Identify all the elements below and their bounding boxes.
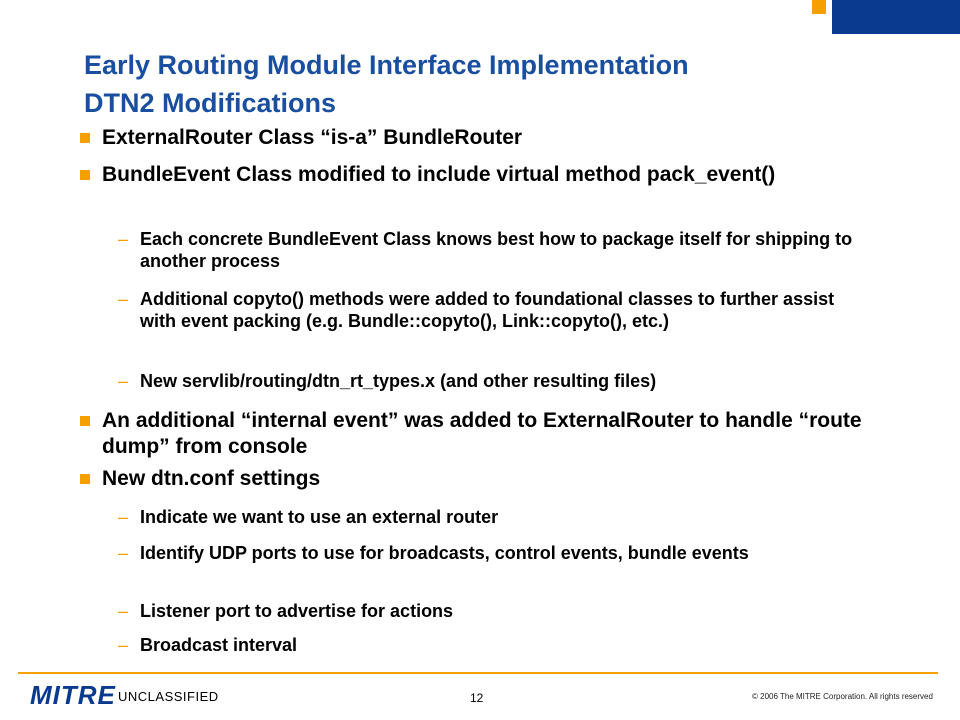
classification-label: UNCLASSIFIED [118,689,219,704]
title-line-2: DTN2 Modifications [84,88,337,118]
mitre-logo [30,680,116,711]
page-number: 12 [470,691,484,705]
bullet-item: ExternalRouter Class “is-a” BundleRouter [102,125,862,151]
sub-bullet-item: – Listener port to advertise for actions [140,600,860,622]
footer-divider [18,672,938,674]
sub-bullet-item: – Each concrete BundleEvent Class knows best how to package itself for shipping to another process [140,228,860,272]
bullet-item: New dtn.conf settings [102,466,862,492]
bullet-item: An additional “internal event” was added to ExternalRouter to handle “route dump” from console [102,409,862,458]
sub-bullet-item: – Additional copyto() methods were added to foundational classes to further assist with event packing (e.g. Bundle::copyto(), Link::copyto(), etc.) [140,288,860,332]
copyright-notice: © 2006 The MITRE Corporation. All rights reserved [752,692,933,701]
title-line-1: Early Routing Module Interface Implementation [84,50,689,80]
logo-text: MITRE [30,680,116,710]
sub-bullet-item: – Broadcast interval [140,634,860,656]
sub-bullet-item: – Identify UDP ports to use for broadcasts, control events, bundle events [140,542,860,564]
bullet-item: BundleEvent Class modified to include virtual method pack_event() [102,162,862,188]
sub-bullet-item: – Indicate we want to use an external router [140,506,860,528]
sub-bullet-item: – New servlib/routing/dtn_rt_types.x (and other resulting files) [140,370,860,392]
